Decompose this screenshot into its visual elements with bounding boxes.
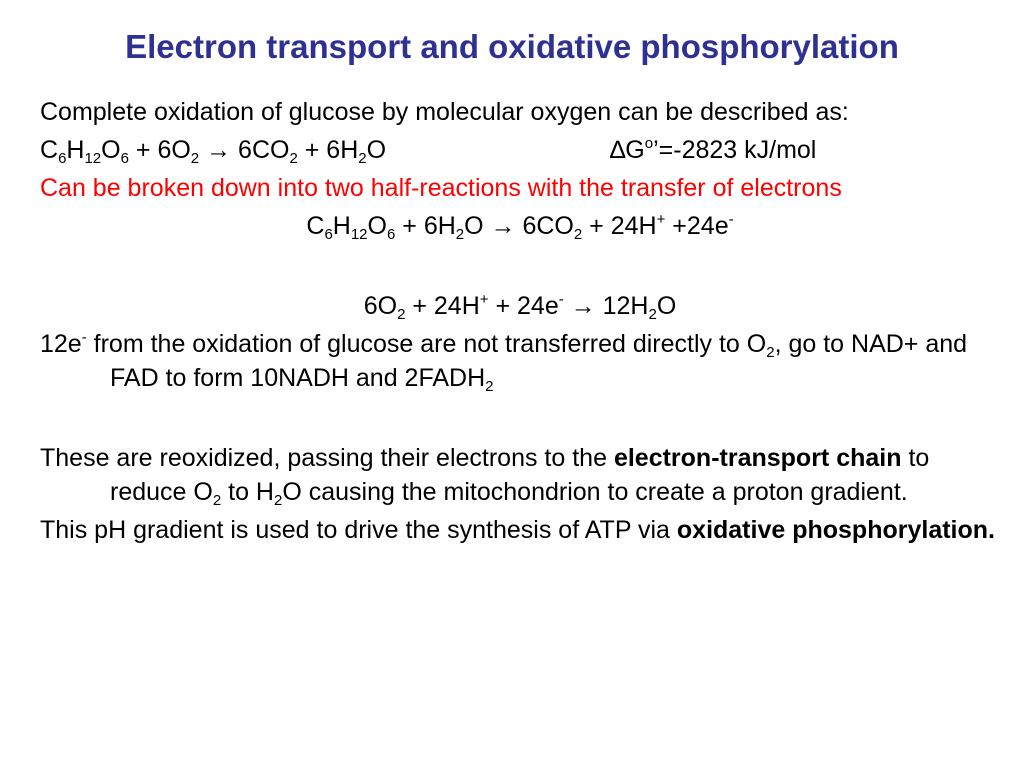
reoxidation-paragraph: These are reoxidized, passing their electrons to the electron-transport chain to reduce $O_2$ to $H_2O$ causing the mitochondrion to create a proton gradient.	[40, 444, 930, 509]
electron-transfer-paragraph: 12e- from the oxidation of glucose are not transferred directly to $O_2$, go to NAD+ and FAD to form 10NADH and $2FADH_2$	[40, 329, 968, 395]
eq1-reaction: $C_6H_{12}O_6 + 6O_2 \to 6CO_2 + 6H_2O$	[40, 136, 387, 167]
glucose-oxidation-equation	[40, 133, 1000, 167]
oxidation-half-reaction: $C_6H_{12}O_6 + 6H_2O \to 6CO_2 + 24H^+ +24e^-$	[306, 211, 734, 243]
atp-synthesis-paragraph: This pH gradient is used to drive the synthesis of ATP via oxidative phosphorylation.	[40, 516, 995, 544]
half-reactions-note: Can be broken down into two half-reactions with the transfer of electrons	[40, 174, 842, 202]
gibbs-free-energy: $\Delta G^o’=-2823$ kJ/mol	[610, 135, 817, 164]
slide-title: Electron transport and oxidative phosphorylation	[125, 28, 899, 65]
reduction-half-reaction: $6O_2 + 24H^+ + 24e^- \to 12H_2O$	[363, 291, 677, 323]
spacer	[40, 399, 1000, 441]
slide-body	[40, 95, 1000, 551]
spacer	[40, 247, 1000, 289]
intro-paragraph: Complete oxidation of glucose by molecular oxygen can be described as:	[40, 98, 849, 126]
